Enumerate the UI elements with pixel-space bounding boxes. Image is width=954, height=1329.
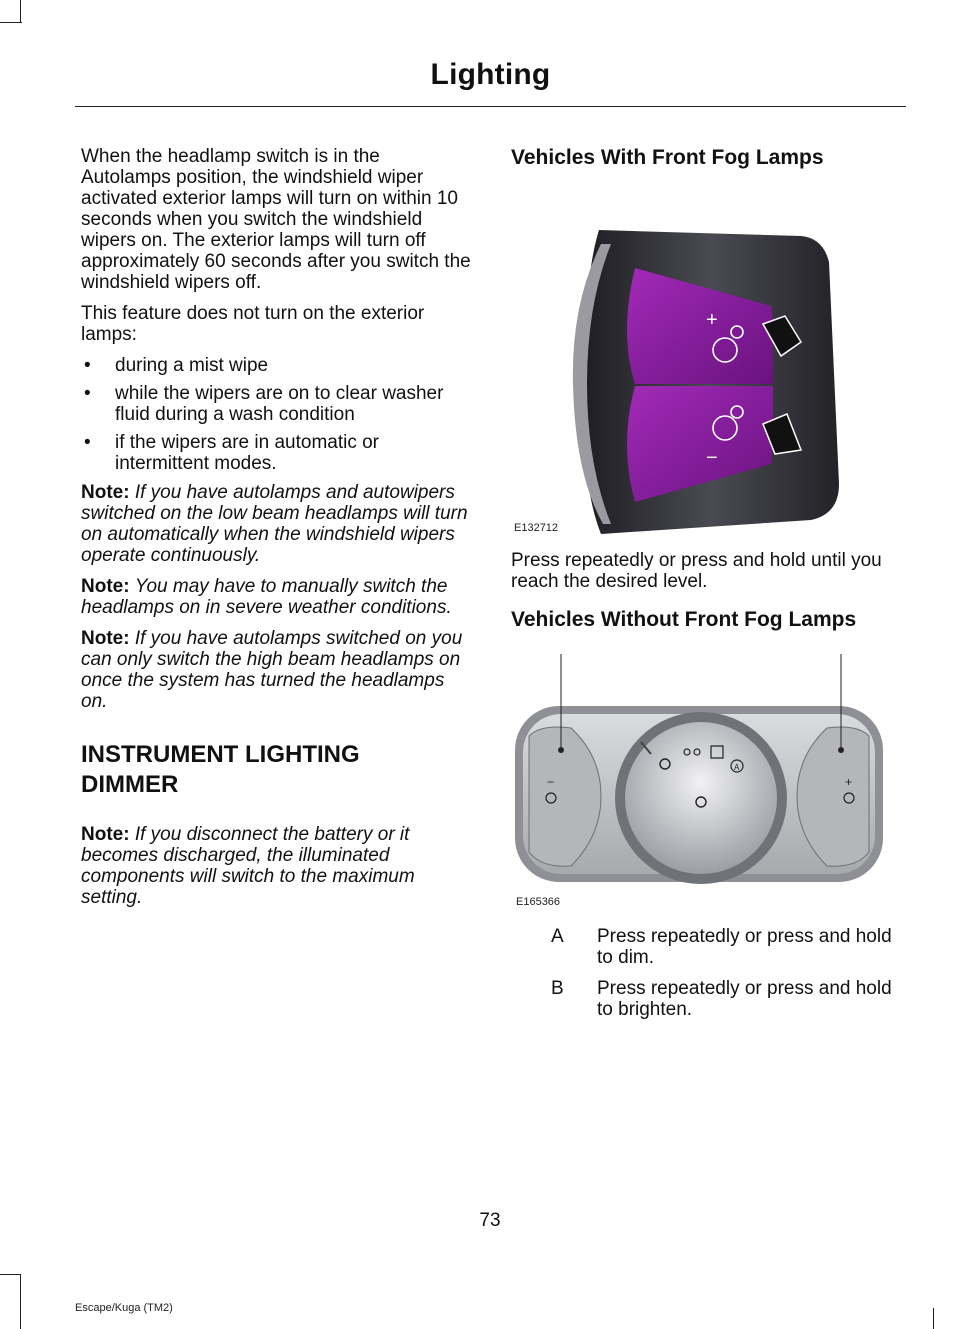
- minus-label: −: [706, 447, 718, 469]
- fog-instructions: Press repeatedly or press and hold until you reach the desired level.: [511, 550, 882, 592]
- fog-heading: Vehicles With Front Fog Lamps: [511, 146, 824, 169]
- exception-list: [81, 355, 473, 474]
- crop-mark: [933, 1308, 934, 1329]
- legend-row: [511, 926, 906, 968]
- section-title-dimmer: INSTRUMENT LIGHTING DIMMER: [81, 741, 360, 798]
- figure-code: E132712: [514, 522, 559, 534]
- page-title: Lighting: [430, 58, 551, 91]
- no-fog-lamp-figure: [511, 646, 906, 908]
- bullet-icon: •: [84, 383, 91, 404]
- list-item: • while the wipers are on to clear washer fluid during a wash condition: [84, 383, 444, 425]
- headlamp-knob[interactable]: [625, 722, 777, 874]
- feature-paragraph: This feature does not turn on the exterior lamps:: [81, 303, 425, 345]
- autolamps-paragraph: When the headlamp switch is in the Autolamps position, the windshield wiper activated exterior lamps will turn on within 10 seconds when you switch the windshield wipers on. The exterior lamps will turn off approximately 60 seconds after you switch the windshield wipers off.: [81, 146, 471, 293]
- headlamp-switch-illustration: [511, 646, 906, 908]
- list-item: • if the wipers are in automatic or intermittent modes.: [84, 432, 380, 474]
- callout-legend: [511, 926, 906, 1020]
- bullet-icon: •: [84, 432, 91, 453]
- plus-label: +: [845, 775, 853, 789]
- left-column: [81, 146, 473, 918]
- legend-row: [511, 978, 906, 1020]
- bullet-icon: •: [84, 355, 91, 376]
- note-autowipers: Note: If you have autolamps and autowipers switched on the low beam headlamps will turn on automatically when the windshield wipers operate continuously.: [81, 482, 468, 566]
- crop-mark: [20, 1274, 21, 1329]
- plus-label: +: [706, 309, 718, 331]
- fog-switch-illustration: [511, 184, 906, 534]
- legend-key: A: [551, 926, 564, 947]
- note-battery: Note: If you disconnect the battery or it becomes discharged, the illuminated components will switch to the maximum setting.: [81, 824, 415, 908]
- list-item: • during a mist wipe: [84, 355, 269, 376]
- right-column: [511, 146, 906, 1030]
- callout-a-dot: [558, 747, 564, 753]
- page-number: 73: [479, 1210, 501, 1231]
- footer-model: Escape/Kuga (TM2): [75, 1302, 173, 1314]
- figure-code: E165366: [516, 896, 561, 908]
- crop-mark: [0, 1274, 20, 1275]
- minus-label: −: [547, 775, 555, 789]
- crop-mark: [20, 0, 21, 22]
- nofog-heading: Vehicles Without Front Fog Lamps: [511, 608, 857, 631]
- legend-text: Press repeatedly or press and hold to brighten.: [597, 978, 892, 1020]
- auto-label: A: [734, 763, 740, 772]
- legend-text: Press repeatedly or press and hold to dim.: [597, 926, 892, 968]
- note-severe-weather: Note: You may have to manually switch the headlamps on in severe weather conditions.: [81, 576, 452, 618]
- header-divider: [75, 106, 906, 107]
- note-high-beam: Note: If you have autolamps switched on you can only switch the high beam headlamps on once the system has turned the headlamps on.: [81, 628, 463, 712]
- crop-mark: [0, 22, 22, 23]
- callout-b-dot: [838, 747, 844, 753]
- legend-key: B: [551, 978, 564, 999]
- fog-lamp-figure: [511, 184, 906, 534]
